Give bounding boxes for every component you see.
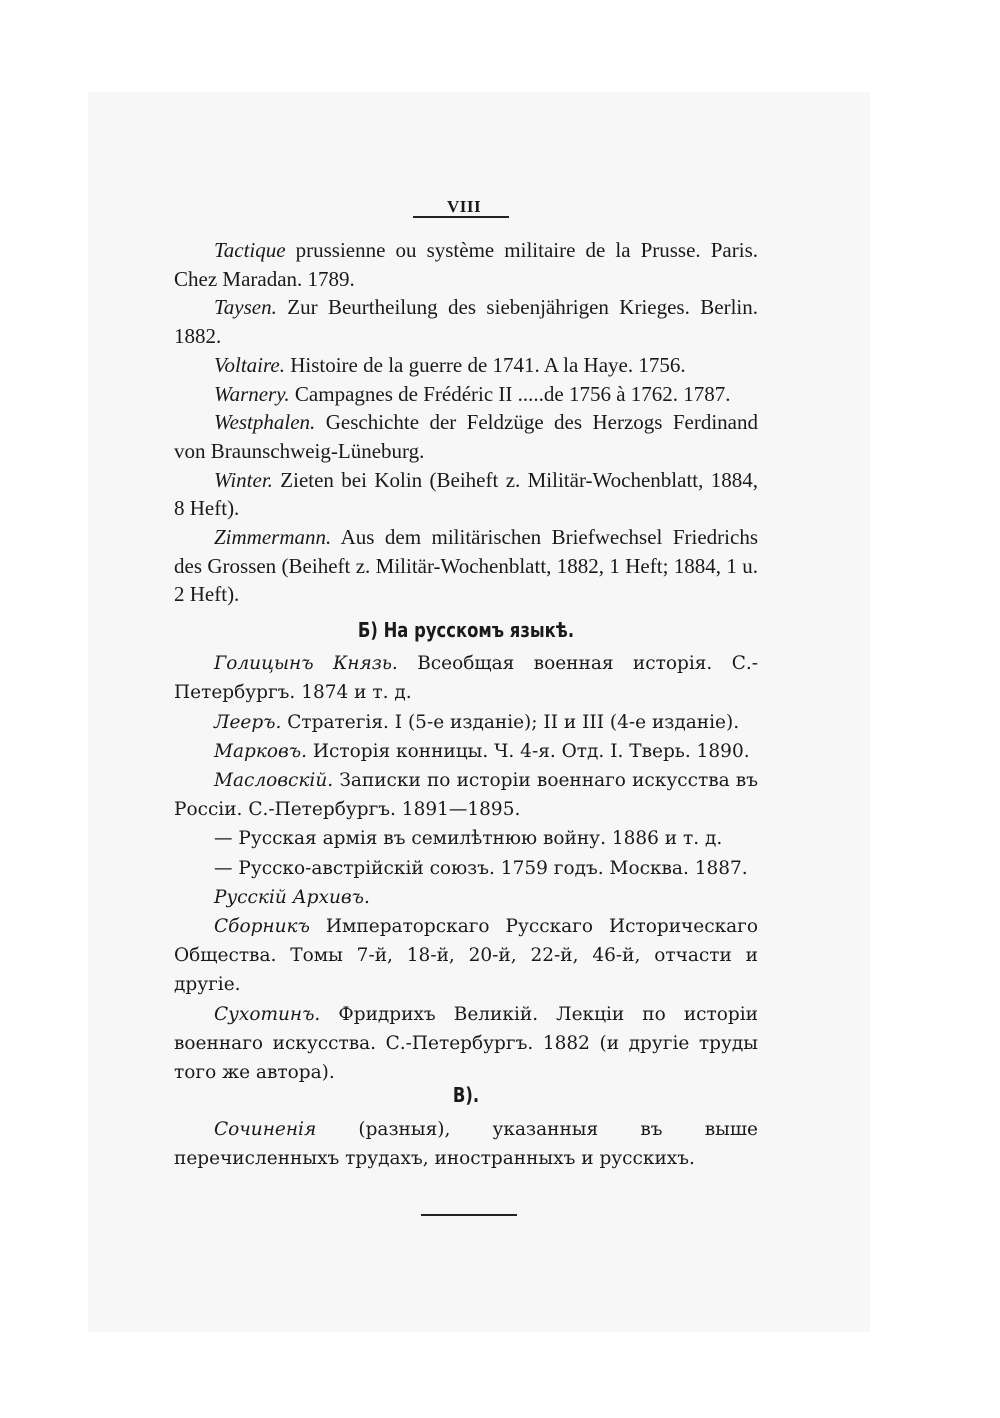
bibliography-body bbox=[174, 236, 758, 1174]
bibliography-entry bbox=[174, 824, 758, 853]
entry-author: Westphalen. bbox=[214, 410, 316, 435]
bibliography-entry bbox=[174, 708, 758, 737]
entry-author: Winter. bbox=[214, 467, 273, 492]
bibliography-entry bbox=[174, 466, 758, 523]
entry-text: Aus dem militärischen Briefwechsel Friedrichs des Grossen (Beiheft z. Militär-Wochenblatt, 1882, 1 Heft; 1884, 1 u. 2 Heft). bbox=[174, 525, 759, 607]
entry-text: Стратегія. I (5-е изданіе); II и III (4-е изданіе). bbox=[287, 711, 740, 733]
bibliography-entry bbox=[174, 236, 758, 293]
russian-entries bbox=[174, 649, 758, 1087]
section-heading-v: В). bbox=[452, 1083, 480, 1108]
bibliography-entry bbox=[174, 912, 758, 1000]
bibliography-entry bbox=[174, 351, 758, 380]
entry-text: prussienne ou système militaire de la Prusse. Paris. Chez Maradan. 1789. bbox=[174, 238, 758, 291]
bibliography-entry bbox=[174, 737, 758, 766]
entry-author: Zimmermann. bbox=[214, 525, 332, 550]
bibliography-entry bbox=[174, 854, 758, 883]
bibliography-entry bbox=[174, 1000, 758, 1088]
bibliography-entry bbox=[174, 766, 758, 824]
page-number: VIII bbox=[447, 197, 482, 216]
entry-text: — Русско-австрійскій союзъ. 1759 годъ. Москва. 1887. bbox=[214, 857, 748, 879]
entry-text: Исторія конницы. Ч. 4-я. Отд. I. Тверь. 1890. bbox=[312, 740, 750, 762]
entry-author: Сочиненія bbox=[214, 1119, 317, 1141]
entry-author: Лееръ. bbox=[214, 711, 282, 733]
entry-text: — Русская армія въ семилѣтнюю войну. 1886 и т. д. bbox=[214, 828, 723, 850]
entry-author: Warnery. bbox=[214, 381, 290, 406]
bibliography-entry bbox=[174, 408, 758, 465]
entry-text: Всеобщая военная исторія. С.-Петербургъ. 1874 и т. д. bbox=[174, 653, 758, 704]
header-rule bbox=[413, 216, 509, 218]
entry-text: (разныя), указанныя въ выше перечисленныхъ трудахъ, иностранныхъ и русскихъ. bbox=[174, 1119, 758, 1170]
entry-text: Zieten bei Kolin (Beiheft z. Militär-Wochenblatt, 1884, 8 Heft). bbox=[174, 467, 758, 521]
entry-text: Zur Beurtheilung des siebenjährigen Krieges. Berlin. 1882. bbox=[174, 295, 759, 349]
entry-text: Записки по исторіи военнаго искусства въ Россіи. С.-Петербургъ. 1891—1895. bbox=[174, 769, 758, 821]
bibliography-entry bbox=[174, 883, 758, 912]
latin-entries bbox=[174, 236, 758, 609]
entry-author: Voltaire. bbox=[214, 352, 285, 377]
bibliography-entry bbox=[174, 380, 758, 409]
section-heading-russian: Б) На русскомъ языкѣ. bbox=[357, 618, 575, 643]
entry-text: Geschichte der Feldzüge des Herzogs Ferdinand von Braunschweig-Lüneburg. bbox=[174, 410, 758, 463]
entry-author: Taysen. bbox=[214, 295, 277, 320]
entry-author: Русскій Архивъ. bbox=[214, 886, 370, 908]
entry-author: Tactique bbox=[214, 238, 286, 262]
entry-text: Campagnes de Frédéric II .....de 1756 à 1762. 1787. bbox=[294, 381, 731, 406]
entry-author: Масловскій. bbox=[214, 769, 334, 791]
entry-author: Голицынъ Князь. bbox=[214, 653, 398, 675]
entry-text: Histoire de la guerre de 1741. A la Haye. 1756. bbox=[290, 352, 686, 377]
bibliography-entry bbox=[174, 649, 758, 707]
section-v-entries bbox=[174, 1115, 758, 1173]
entry-author: Сборникъ bbox=[214, 915, 310, 937]
bibliography-entry bbox=[174, 1115, 758, 1173]
footer-rule bbox=[421, 1214, 517, 1216]
entry-text: Императорскаго Русскаго Историческаго Общества. Томы 7-й, 18-й, 20-й, 22-й, 46-й, отчасти и другіе. bbox=[174, 915, 758, 996]
bibliography-entry bbox=[174, 523, 758, 609]
entry-author: Марковъ. bbox=[214, 740, 307, 762]
entry-author: Сухотинъ. bbox=[214, 1003, 321, 1025]
entry-text: Фридрихъ Великій. Лекціи по исторіи военнаго искусства. С.-Петербургъ. 1882 (и другіе труды того же автора). bbox=[174, 1003, 758, 1083]
bibliography-entry bbox=[174, 293, 758, 350]
